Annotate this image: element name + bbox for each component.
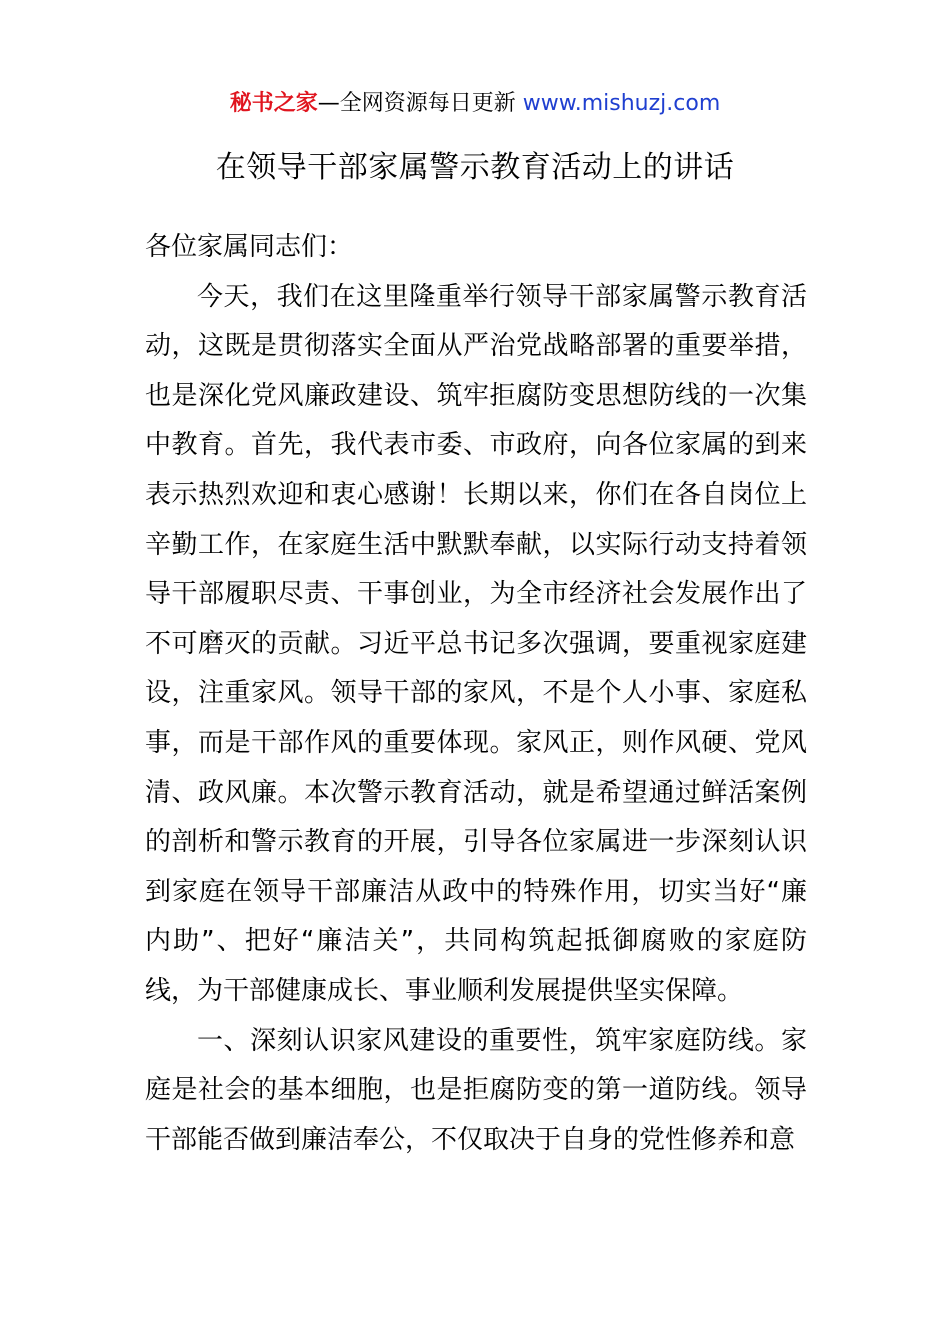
section-heading: 一、深刻认识家风建设的重要性，筑牢家庭防线。 [197,1025,781,1056]
paragraph: 今天，我们在这里隆重举行领导干部家属警示教育活动，这既是贯彻落实全面从严治党战略部署的重要举措，也是深化党风廉政建设、筑牢拒腐防变思想防线的一次集中教育。首先，我代表市委、市政府，向各位家属的到来表示热烈欢迎和衷心感谢！长期以来，你们在各自岗位上辛勤工作，在家庭生活中默默奉献，以实际行动支持着领导干部履职尽责、干事创业，为全市经济社会发展作出了不可磨灭的贡献。习近平总书记多次强调，要重视家庭建设，注重家风。领导干部的家风，不是个人小事、家庭私事，而是干部作风的重要体现。家风正，则作风硬、党风清、政风廉。本次警示教育活动，就是希望通过鲜活案例的剖析和警示教育的开展，引导各位家属进一步深刻认识到家庭在领导干部廉洁从政中的特殊作用，切实当好“廉内助”、把好“廉洁关”，共同构筑起抵御腐败的家庭防线，为干部健康成长、事业顺利发展提供坚实保障。 [145,281,807,1006]
document-title: 在领导干部家属警示教育活动上的讲话 [215,150,735,185]
site-url-link[interactable]: www.mishuzj.com [522,91,721,116]
salutation: 各位家属同志们： [145,232,354,262]
section-paragraph [145,1017,807,1166]
document-body [145,223,807,1165]
section-text: 家庭是社会的基本细胞，也是拒腐防变的第一道防线。领导干部能否做到廉洁奉公，不仅取决于自身的党性修养和意 [145,1025,807,1155]
site-header [0,88,950,120]
site-tagline: —全网资源每日更新 [317,91,516,116]
site-brand: 秘书之家 [229,91,318,116]
